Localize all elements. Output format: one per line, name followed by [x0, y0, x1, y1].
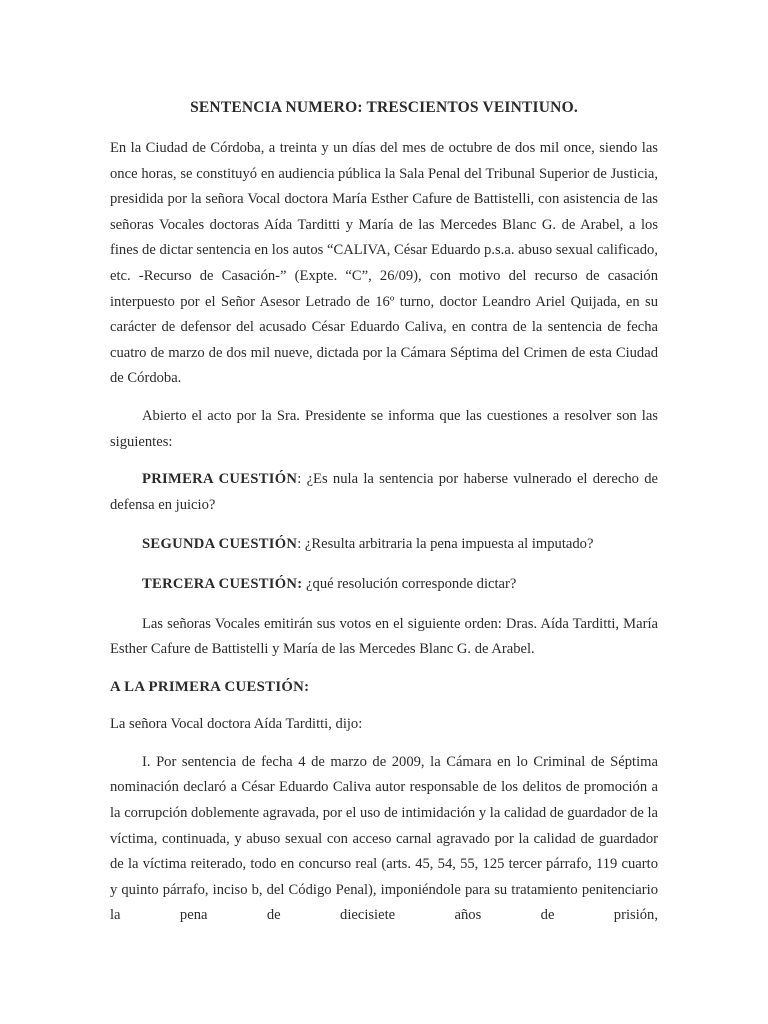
body-paragraph: I. Por sentencia de fecha 4 de marzo de 2009, la Cámara en lo Criminal de Séptima nominación declaró a César Eduardo Caliva autor responsable de los delitos de promoción a la corrupción doblemente agravada, por el uso de intimidación y la calidad de guardador de la víctima, continuada, y abuso sexual con acceso carnal agravado por la calidad de guardador de la víctima reiterado, todo en concurso real (arts. 45, 54, 55, 125 tercer párrafo, 119 cuarto y quinto párrafo, inciso b, del Código Penal), imponiéndole para su tratamiento penitenciario la pena de diecisiete años de prisión, — [110, 753, 658, 924]
question-second — [110, 532, 658, 558]
question-first-label: PRIMERA CUESTIÓN — [142, 471, 298, 488]
question-first-text: : ¿Es nula la sentencia por haberse vulnerado el derecho de defensa en juicio? — [110, 471, 658, 513]
question-second-label: SEGUNDA CUESTIÓN — [142, 536, 298, 553]
speaker-line: La señora Vocal doctora Aída Tarditti, dijo: — [110, 716, 363, 733]
question-third-label: TERCERA CUESTIÓN: — [142, 575, 303, 592]
question-second-text: : ¿Resulta arbitraria la pena impuesta al imputado? — [297, 536, 594, 553]
question-first — [110, 467, 658, 518]
question-third-text: ¿qué resolución corresponde dictar? — [302, 575, 517, 592]
intro-paragraph: En la Ciudad de Córdoba, a treinta y un días del mes de octubre de dos mil once, siendo las once horas, se constituyó en audiencia pública la Sala Penal del Tribunal Superior de Justicia, presidida por la señora Vocal doctora María Esther Cafure de Battistelli, con asistencia de las señoras Vocales doctoras Aída Tarditti y María de las Mercedes Blanc G. de Arabel, a los fines de dictar sentencia en los autos “CALIVA, César Eduardo p.s.a. abuso sexual calificado, etc. -Recurso de Casación-” (Expte. “C”, 26/09), con motivo del recurso de casación interpuesto por el Señor Asesor Letrado de 16º turno, doctor Leandro Ariel Quijada, en su carácter de defensor del acusado César Eduardo Caliva, en contra de la sentencia de fecha cuatro de marzo de dos mil nueve, dictada por la Cámara Séptima del Crimen de esta Ciudad de Córdoba. — [110, 140, 658, 387]
opening-paragraph: Abierto el acto por la Sra. Presidente se informa que las cuestiones a resolver son las siguientes: — [110, 407, 658, 450]
question-third — [110, 572, 658, 598]
document-title: SENTENCIA NUMERO: TRESCIENTOS VEINTIUNO. — [190, 99, 578, 116]
section-heading: A LA PRIMERA CUESTIÓN: — [110, 678, 310, 695]
vote-order-paragraph: Las señoras Vocales emitirán sus votos en el siguiente orden: Dras. Aída Tarditti, María Esther Cafure de Battistelli y María de las Mercedes Blanc G. de Arabel. — [110, 615, 658, 658]
